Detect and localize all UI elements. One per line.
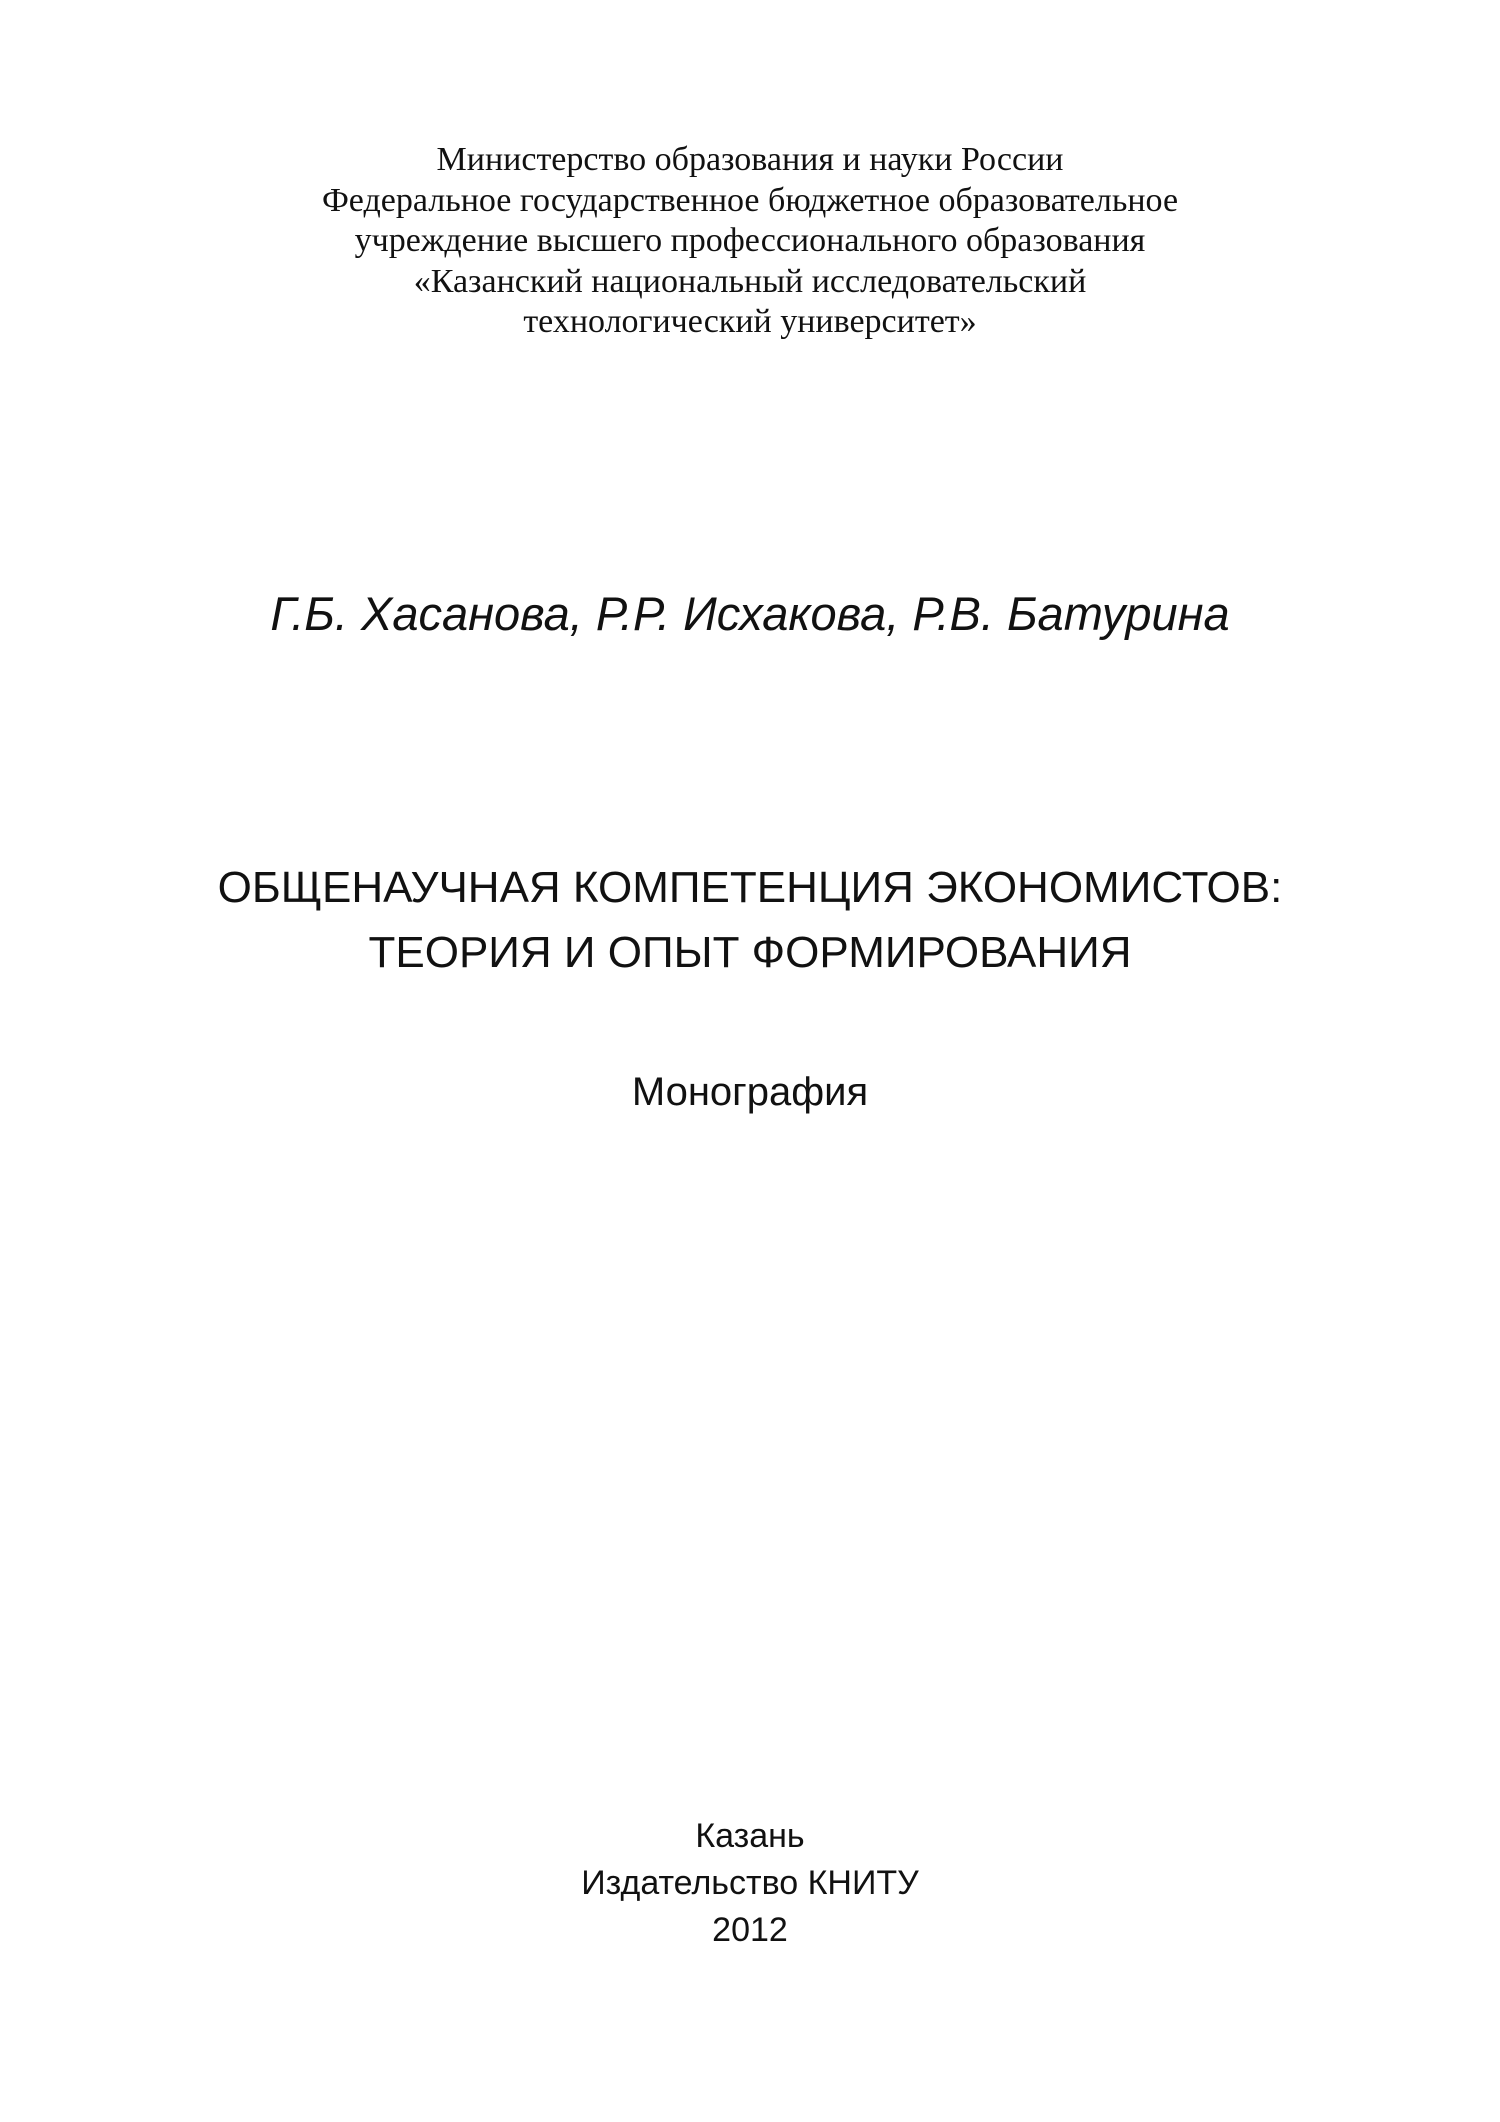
book-title-line-2: ТЕОРИЯ И ОПЫТ ФОРМИРОВАНИЯ [368, 928, 1132, 977]
imprint [0, 1813, 1500, 1954]
publication-city: Казань [695, 1817, 805, 1855]
university-name-line-2: технологический университет» [523, 303, 977, 340]
institution-line-2: учреждение высшего профессионального образования [354, 222, 1146, 259]
publication-year: 2012 [712, 1911, 788, 1949]
institution-line-1: Федеральное государственное бюджетное образовательное [321, 181, 1179, 219]
ministry-line: Министерство образования и науки России [436, 141, 1064, 178]
book-title [0, 855, 1500, 985]
authors: Г.Б. Хасанова, Р.Р. Исхакова, Р.В. Батурина [270, 587, 1230, 640]
university-name-line-1: «Казанский национальный исследовательский [413, 262, 1087, 300]
document-type: Монография [631, 1070, 869, 1114]
book-title-line-1: ОБЩЕНАУЧНАЯ КОМПЕТЕНЦИЯ ЭКОНОМИСТОВ: [217, 863, 1283, 912]
institution-header [0, 140, 1500, 343]
publisher: Издательство КНИТУ [581, 1864, 919, 1902]
